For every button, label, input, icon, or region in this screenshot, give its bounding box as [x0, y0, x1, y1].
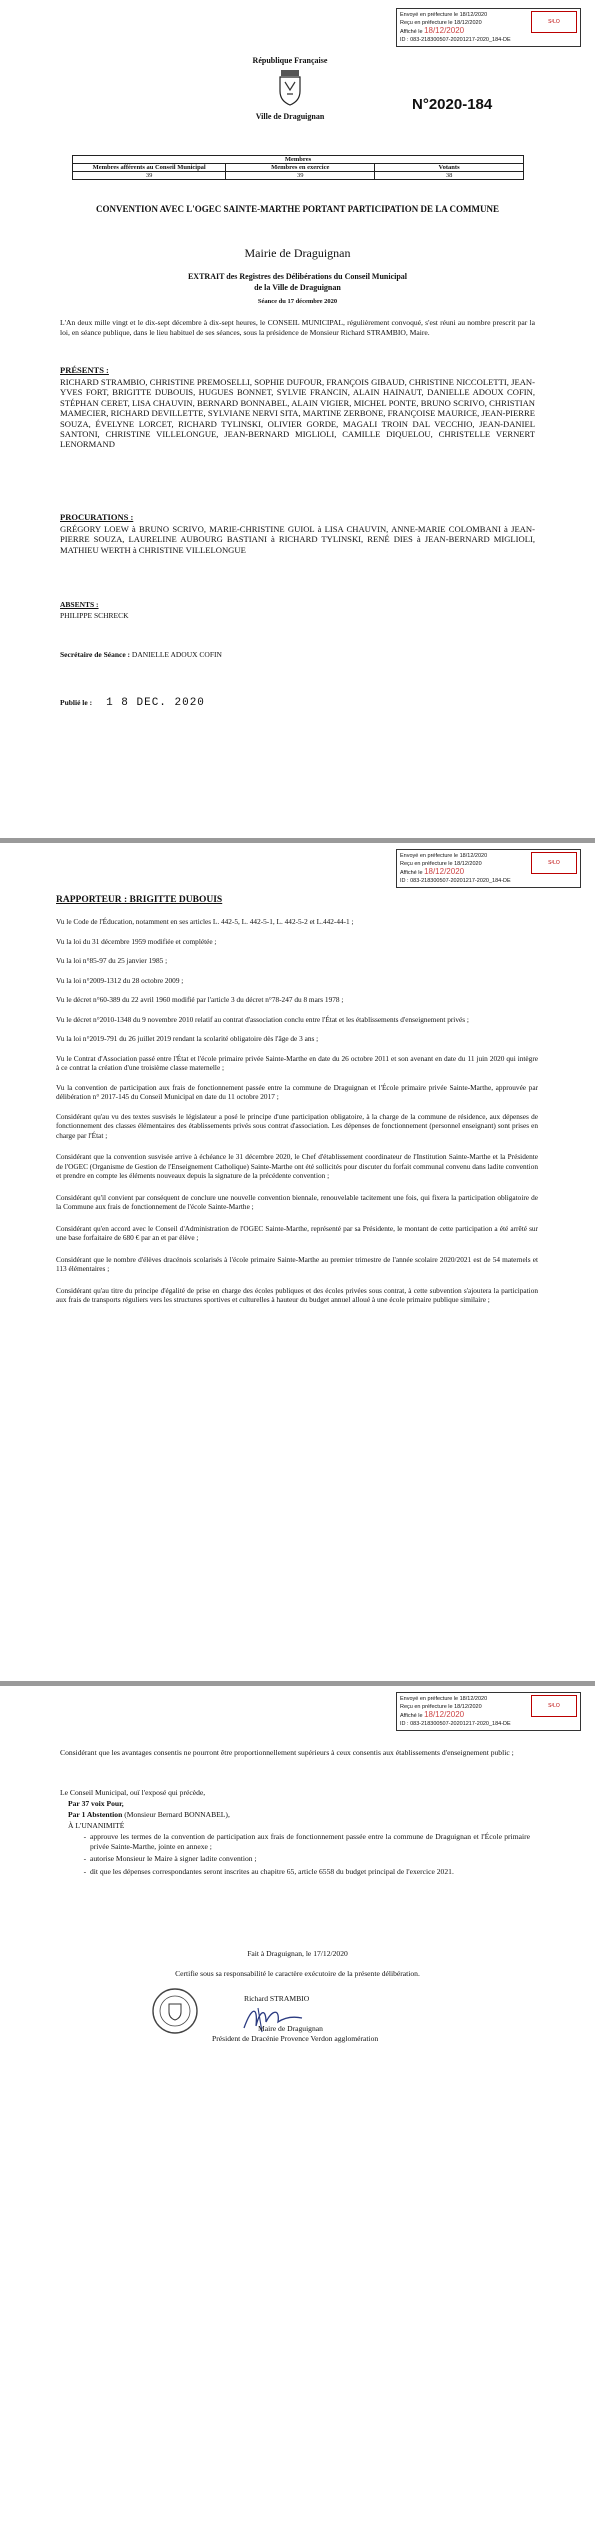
considerant-paragraph: Vu la convention de participation aux frais de fonctionnement passée entre la commune de Draguignan et l'École primaire privée Sainte-Marthe, approuvée par délibération n° 2017-145 du Conseil Municipal en date du 11 octobre 2017 ; — [56, 1082, 538, 1101]
conseil-line: Le Conseil Municipal, ouï l'exposé qui précède, — [60, 1788, 206, 1797]
stamp-logo: S²LO — [531, 11, 577, 33]
presents-label: PRÉSENTS : — [60, 365, 109, 375]
certifie-line: Certifie sous sa responsabilité le caractère exécutoire de la présente délibération. — [175, 1969, 420, 1978]
considerant-avantages: Considérant que les avantages consentis ne pourront être proportionnellement supérieurs à ceux consentis aux établissements d'enseignement public ; — [60, 1748, 514, 1757]
rapporteur-heading: RAPPORTEUR : BRIGITTE DUBOUIS — [56, 895, 223, 905]
stamp-posted-date: 18/12/2020 — [424, 867, 465, 876]
page-2 — [0, 843, 595, 1681]
signer-name: Richard STRAMBIO — [244, 1994, 310, 2003]
members-table-val3: 38 — [375, 172, 524, 180]
secretaire-name: DANIELLE ADOUX COFIN — [131, 650, 222, 659]
decision-item: - dit que les dépenses correspondantes seront inscrites au chapitre 65, article 6558 du budget principal de l'exercice 2021. — [90, 1867, 530, 1877]
members-table-val2: 39 — [226, 172, 375, 180]
stamp-logo: S²LO — [531, 852, 577, 874]
vote-abstention-detail: (Monsieur Bernard BONNABEL), — [124, 1810, 230, 1819]
stamp-posted-label: Affiché le — [400, 1713, 423, 1719]
stamp-sent: Envoyé en préfecture le 18/12/2020 — [400, 12, 488, 18]
deliberation-number: N°2020-184 — [412, 96, 493, 113]
page-1 — [0, 0, 595, 838]
stamp-received: Reçu en préfecture le 18/12/2020 — [400, 20, 482, 26]
members-table-col3: Votants — [375, 164, 524, 172]
considerant-paragraph: Vu le décret n°60-389 du 22 avril 1960 modifié par l'article 3 du décret n°78-247 du 8 mars 1978 ; — [56, 995, 344, 1004]
vote-abstention-line — [68, 1810, 230, 1820]
members-table — [72, 155, 524, 180]
vote-pour: Par 37 voix Pour, — [68, 1799, 124, 1808]
members-table-col2: Membres en exercice — [226, 164, 375, 172]
members-table-val1: 39 — [73, 172, 226, 180]
convention-title: CONVENTION AVEC L'OGEC SAINTE-MARTHE PORTANT PARTICIPATION DE LA COMMUNE — [95, 204, 500, 214]
stamp-sent: Envoyé en préfecture le 18/12/2020 — [400, 853, 488, 859]
procurations-list: GRÉGORY LOEW à BRUNO SCRIVO, MARIE-CHRISTINE GUIOL à LISA CHAUVIN, ANNE-MARIE COLOMBANI à JEAN-PIERRE SOUZA, LAURELINE AUBOURG BASTIANI à RICHARD TYLINSKI, RENÉ DIES à JEAN-BERNARD MIGLIOLI, MATHIEU WERTH à CHRISTINE VILLELONGUE — [60, 524, 535, 555]
stamp-sent: Envoyé en préfecture le 18/12/2020 — [400, 1696, 488, 1702]
considerant-paragraph: Vu le Code de l'Éducation, notamment en ses articles L. 442-5, L. 442-5-1, L. 442-5-2 et L.442-44-1 ; — [56, 917, 354, 926]
considerant-paragraph: Considérant que le nombre d'élèves dracénois scolarisés à l'école primaire Sainte-Marthe au premier trimestre de l'année scolaire 2020/2021 est de 54 maternels et 113 élémentaires ; — [56, 1254, 538, 1273]
extrait-line2: de la Ville de Draguignan — [254, 283, 341, 292]
decision-item: - autorise Monsieur le Maire à signer ladite convention ; — [90, 1854, 530, 1864]
seance-date: Séance du 17 décembre 2020 — [257, 298, 338, 305]
absents-list: PHILIPPE SCHRECK — [60, 611, 129, 620]
considerant-paragraph: Considérant qu'au titre du principe d'égalité de prise en charge des écoles publiques et des écoles privées sous contrat, à cette subvention s'ajoutera la participation aux frais de transports réguliers vers les structures sportives et culturelles à hauteur du budget annuel alloué à une école primaire publique similaire ; — [56, 1285, 538, 1304]
city-crest-icon — [265, 68, 315, 108]
publie-line — [60, 692, 205, 710]
members-table-title: Membres — [73, 156, 524, 164]
page-3 — [0, 1686, 595, 2536]
decision-item: - approuve les termes de la convention de participation aux frais de fonctionnement passée entre la commune de Draguignan et l'École primaire privée Sainte-Marthe, jointe en annexe ; — [90, 1832, 530, 1851]
intro-paragraph: L'An deux mille vingt et le dix-sept décembre à dix-sept heures, le CONSEIL MUNICIPAL, régulièrement convoqué, s'est réuni au nombre prescrit par la loi, en séance publique, dans le lieu habituel de ses séances, sous la présidence de Monsieur Richard STRAMBIO, Maire. — [60, 318, 535, 337]
city-label: Ville de Draguignan — [255, 112, 325, 121]
stamp-posted-date: 18/12/2020 — [424, 26, 465, 35]
signer-role2: Président de Dracénie Provence Verdon agglomération — [212, 2034, 379, 2043]
presents-list: RICHARD STRAMBIO, CHRISTINE PREMOSELLI, SOPHIE DUFOUR, FRANÇOIS GIBAUD, CHRISTINE NICCOLETTI, JEAN-YVES FORT, BRIGITTE DUBOUIS, HUGUES BONNET, SYLVIE FRANCIN, ALAIN HAINAUT, DANIELLE ADOUX COFIN, STÉPHAN CERET, LISA CHAUVIN, BERNARD BONNABEL, ALAIN VIGIER, MICHEL PONTE, BRUNO SCRIVO, CHRISTIAN MAMECIER, RICHARD DEVILLETTE, SYLVIANE NERVI SITA, MARTINE ZERBONE, FRANÇOISE MAURICE, JEAN-PIERRE SOUZA, ÉVELYNE LORCET, RICHARD TYLINSKI, OLIVIER GORDE, MAGALI TROIN DAL VECCHIO, JEAN-DANIEL SANTONI, CHRISTINE VILLELONGUE, JEAN-BERNARD MIGLIOLI, CAMILLE DIQUELOU, CHRISTELLE VERNERT LENORMAND — [60, 377, 535, 450]
procurations-label: PROCURATIONS : — [60, 512, 134, 522]
prefecture-stamp — [396, 1692, 581, 1731]
stamp-received: Reçu en préfecture le 18/12/2020 — [400, 861, 482, 867]
stamp-received: Reçu en préfecture le 18/12/2020 — [400, 1704, 482, 1710]
members-table-col1: Membres afférents au Conseil Municipal — [73, 164, 226, 172]
stamp-posted-label: Affiché le — [400, 870, 423, 876]
stamp-posted-label: Affiché le — [400, 29, 423, 35]
extrait-line1: EXTRAIT des Registres des Délibérations du Conseil Municipal — [187, 272, 408, 281]
considerants-block — [56, 917, 538, 1317]
mairie-heading: Mairie de Draguignan — [244, 246, 351, 260]
considerant-paragraph: Vu la loi n°2019-791 du 26 juillet 2019 rendant la scolarité obligatoire dès l'âge de 3 ans ; — [56, 1034, 319, 1043]
city-seal-icon — [150, 1986, 200, 2036]
considerant-paragraph: Considérant qu'en accord avec le Conseil d'Administration de l'OGEC Sainte-Marthe, représenté par sa Présidente, le montant de cette participation a été arrêté sur une base forfaitaire de 680 € par an et par élève ; — [56, 1223, 538, 1242]
secretaire-line — [60, 650, 222, 659]
considerant-paragraph: Vu le décret n°2010-1348 du 9 novembre 2010 relatif au contrat d'association conclu entre l'État et les établissements d'enseignement privés ; — [56, 1014, 469, 1024]
considerant-paragraph: Vu le Contrat d'Association passé entre l'État et l'école primaire privée Sainte-Marthe en date du 26 octobre 2011 et son avenant en date du 11 juin 2020 qui intègre à ce contrat la création d'une troisième classe maternelle ; — [56, 1053, 538, 1072]
considerant-paragraph: Considérant qu'il convient par conséquent de conclure une nouvelle convention biennale, renouvelable tacitement une fois, qui fixera la participation obligatoire de la Commune aux frais de fonctionnement de l'école Sainte-Marthe ; — [56, 1192, 538, 1211]
secretaire-label: Secrétaire de Séance : — [60, 650, 131, 659]
considerant-paragraph: Considérant qu'au vu des textes susvisés le législateur a posé le principe d'une participation obligatoire, à la charge de la commune de résidence, aux dépenses de fonctionnement des classes élémentaires des établissements privés sous contrat d'association. Les dépenses de fonctionnement (personnel enseignant) sont prises en charge par l'État ; — [56, 1111, 538, 1140]
decisions-list — [76, 1832, 530, 1879]
unanimite-line: À L'UNANIMITÉ — [68, 1821, 125, 1830]
stamp-id: ID : 083-218300507-20201217-2020_184-DE — [400, 878, 511, 884]
stamp-posted-date: 18/12/2020 — [424, 1710, 465, 1719]
considerant-paragraph: Considérant que la convention susvisée arrive à échéance le 31 décembre 2020, le Chef d'établissement coordinateur de l'Institution Sainte-Marthe et la Présidente de l'OGEC (Organisme de Gestion de l'Enseignement Catholique) Sainte-Marthe ont été sollicités pour discuter du forfait communal convenu dans ladite convention et prendre en compte les éléments nouveaux depuis la signature de la précédente convention ; — [56, 1152, 538, 1180]
stamp-id: ID : 083-218300507-20201217-2020_184-DE — [400, 1721, 511, 1727]
fait-line: Fait à Draguignan, le 17/12/2020 — [247, 1949, 348, 1958]
considerant-paragraph: Vu la loi n°2009-1312 du 28 octobre 2009 ; — [56, 975, 184, 985]
absents-label: ABSENTS : — [60, 600, 99, 609]
republique-label: République Française — [252, 56, 328, 65]
prefecture-stamp — [396, 8, 581, 47]
considerant-paragraph: Vu la loi n°85-97 du 25 janvier 1985 ; — [56, 956, 168, 965]
prefecture-stamp — [396, 849, 581, 888]
publie-date-stamp: 1 8 DEC. 2020 — [106, 697, 205, 709]
considerant-paragraph: Vu la loi du 31 décembre 1959 modifiée et complétée ; — [56, 936, 217, 946]
vote-abstention: Par 1 Abstention — [68, 1810, 123, 1819]
stamp-id: ID : 083-218300507-20201217-2020_184-DE — [400, 37, 511, 43]
signer-role1: Maire de Draguignan — [258, 2024, 323, 2033]
stamp-logo: S²LO — [531, 1695, 577, 1717]
publie-label: Publié le : — [60, 698, 93, 707]
